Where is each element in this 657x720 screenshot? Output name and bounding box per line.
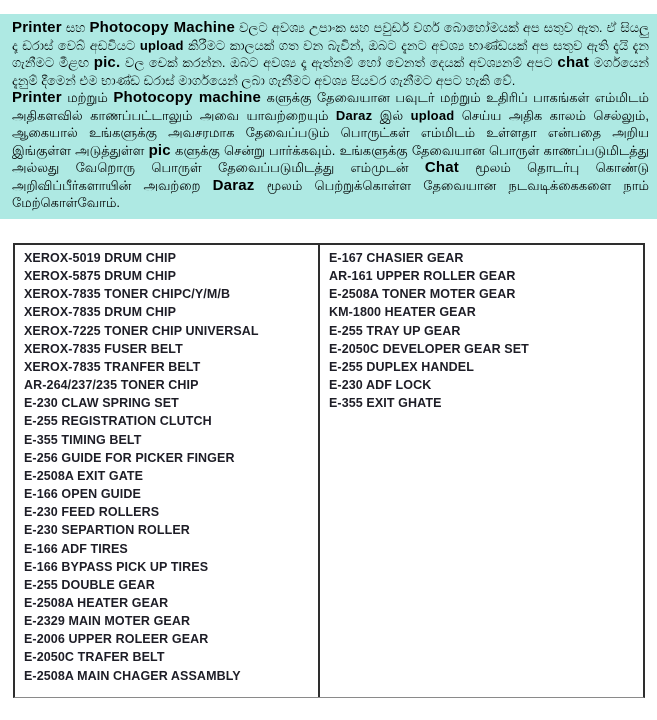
body-text: மற்றும் [61,90,114,105]
body-text: செய்ய அதிக காலம் செல்லும், ஆகையால் உங்களுக்கு அவசரமாக தேவைப்படும் பொருட்கள் எம்மிடம் உள்ளதா என்பதை அறிய இங்குள்ள அடுத்துள்ள [12,107,649,158]
part-item: E-2006 UPPER ROLEER GEAR [24,632,209,647]
emphasized-word: Daraz [335,107,373,123]
emphasized-word: Printer [12,19,62,36]
part-item: E-255 DUPLEX HANDEL [329,359,474,374]
emphasized-word: upload [139,37,184,53]
emphasized-word: pic. [93,54,121,71]
parts-table [13,243,645,698]
part-item: E-255 REGISTRATION CLUTCH [24,414,212,429]
emphasized-word: upload [410,107,455,123]
body-text: කිරීමට කාලයක් ගත වන බැවින්, ඔබට දැනට අවශ්‍ය භාණ්ඩයක් අප සතුව ඇති දැයි දැන ගැනීමට මීළඟ [12,37,649,70]
part-item: KM-1800 HEATER GEAR [329,305,476,320]
part-item: AR-264/237/235 TONER CHIP [24,378,199,393]
part-item: E-166 OPEN GUIDE [24,487,141,502]
part-item: E-166 BYPASS PICK UP TIRES [24,559,209,574]
body-text: වල චෙක් කරන්න. ඔබට අවශ්‍ය දෑ ඇත්නම් හෝ වෙනත් දෙයක් අවශ්‍යනම් අපට [120,55,558,70]
intro-paragraph-tamil [12,89,649,212]
intro-paragraph-sinhala [12,19,649,89]
part-item: E-256 GUIDE FOR PICKER FINGER [24,450,235,465]
part-item: E-2329 MAIN MOTER GEAR [24,614,191,629]
part-item: E-230 CLAW SPRING SET [24,396,179,411]
part-item: E-2508A MAIN CHAGER ASSAMBLY [24,668,241,683]
body-text: களுக்கு சென்று பார்க்கவும். உங்களுக்கு தேவையான பொருள் காணப்படுமிடத்து அல்லது வேறொரு பொருள் தேவைப்படுமிடத்து எம்முடன் [12,142,649,175]
part-item: E-355 TIMING BELT [24,432,142,447]
part-item: XEROX-7835 TONER CHIPC/Y/M/B [24,287,231,302]
part-item: E-255 DOUBLE GEAR [24,577,155,592]
emphasized-word: Chat [424,159,459,176]
part-item: AR-161 UPPER ROLLER GEAR [329,269,516,284]
part-item: XEROX-7835 DRUM CHIP [24,305,177,320]
part-item: E-230 FEED ROLLERS [24,505,160,520]
part-item: E-2050C TRAFER BELT [24,650,165,665]
part-item: E-2050C DEVELOPER GEAR SET [329,341,529,356]
emphasized-word: Photocopy Machine [89,19,236,36]
emphasized-word: Photocopy machine [113,89,262,106]
part-item: XEROX-7835 FUSER BELT [24,341,183,356]
body-text: මර්ගයෙන් දැනුම් දීමෙන් එම භාණ්ඩ ඩරාස් මාර්ගයෙන් ලබා ගැනීමට අවශ්‍ය පියවර ගැනීමට අපට හැකි වේ. [12,55,649,88]
notice-box [0,14,657,219]
part-item: E-255 TRAY UP GEAR [329,323,461,338]
body-text: மூலம் தொடர்பு கொண்டு அறிவிப்பீர்களாயின் அவற்றை [12,160,649,193]
part-item: E-167 CHASIER GEAR [329,251,464,265]
part-item: XEROX-7225 TONER CHIP UNIVERSAL [24,323,259,338]
part-item: E-230 SEPARTION ROLLER [24,523,190,538]
emphasized-word: pic [148,141,171,159]
part-item: XEROX-5875 DRUM CHIP [24,269,177,284]
part-item: E-2508A TONER MOTER GEAR [329,287,516,302]
part-item: E-355 EXIT GHATE [329,396,442,411]
emphasized-word: Daraz [212,176,255,194]
parts-column-left [15,245,320,697]
body-text: இல் [372,107,411,123]
part-item: E-2508A HEATER GEAR [24,595,169,610]
body-text: වලට අවශ්‍ය උපාංක සහ පවුඩර් වර්ග බොහෝමයක් අප සතුව ඇත. ඒ සියලු දෑ ඩරාස් වෙබ් අඩවියට [12,20,649,53]
part-item: XEROX-7835 TRANFER BELT [24,359,201,374]
body-text: සහ [61,20,90,35]
part-item: E-2508A EXIT GATE [24,468,144,483]
part-item: E-230 ADF LOCK [329,378,432,393]
emphasized-word: chat [557,54,590,71]
part-item: E-166 ADF TIRES [24,541,128,556]
emphasized-word: Printer [12,89,62,106]
part-item: XEROX-5019 DRUM CHIP [24,251,177,265]
body-text: மூலம் பெற்றுக்கொள்ள தேவையான நடவடிக்கைகளை நாம் மேற்கொள்வோம். [12,177,649,210]
body-text: களுக்கு தேவையான பவுடர் மற்றும் உதிரிப் பாகங்கள் எம்மிடம் அதிகளவில் காணப்பட்டாலும் அவை யாவற்றையும் [12,90,649,123]
parts-column-right [320,245,643,697]
